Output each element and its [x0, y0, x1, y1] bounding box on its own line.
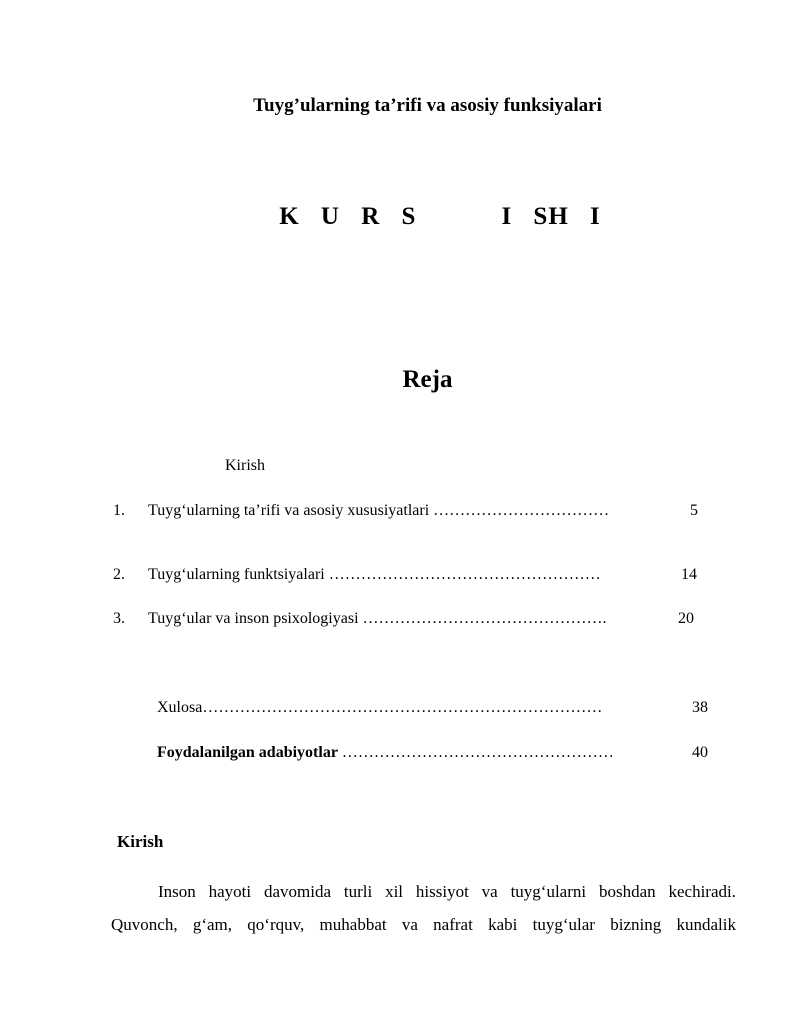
- toc-item-1-page: 5: [690, 502, 698, 519]
- intro-line-2: Quvonch, g‘am, qo‘rquv, muhabbat va nafrat kabi tuyg‘ular bizning kundalik: [111, 915, 736, 934]
- toc-item-1-title: Tuyg‘ularning ta’rifi va asosiy xususiyatlari: [148, 502, 430, 519]
- intro-heading: Kirish: [117, 832, 164, 851]
- work-type-title: K U R S I SH I: [279, 203, 601, 230]
- toc-item-1-leader: ……………………………: [433, 502, 610, 519]
- toc-references-page: 40: [692, 744, 708, 761]
- toc-item-3-page: 20: [678, 610, 694, 627]
- toc-references-leader: ……………………………………………: [341, 744, 614, 761]
- intro-paragraph: [111, 875, 736, 941]
- topic-title: Tuyg’ularning ta’rifi va asosiy funksiyalari: [253, 95, 602, 116]
- toc-item-1-number: 1.: [113, 502, 125, 519]
- toc-item-2-page: 14: [681, 566, 697, 583]
- toc-intro: Kirish: [225, 457, 265, 474]
- toc-item-2-leader: ……………………………………………: [328, 566, 601, 583]
- toc-conclusion-title: Xulosa: [157, 699, 203, 716]
- intro-line-1: Inson hayoti davomida turli xil hissiyot va tuyg‘ularni boshdan kechiradi.: [158, 882, 736, 901]
- plan-title: Reja: [402, 366, 453, 393]
- toc-conclusion: [157, 699, 602, 717]
- toc-item-3-title: Tuyg‘ular va inson psixologiyasi: [148, 610, 359, 627]
- toc-references: [157, 744, 614, 762]
- toc-item-3-leader: ……………………………………….: [362, 610, 607, 627]
- toc-item-1: [148, 502, 609, 520]
- toc-item-2-number: 2.: [113, 566, 125, 583]
- toc-item-2: [148, 566, 601, 584]
- toc-conclusion-page: 38: [692, 699, 708, 716]
- toc-item-3-number: 3.: [113, 610, 125, 627]
- toc-conclusion-leader: …………………………………………………………………: [202, 699, 603, 716]
- toc-item-3: [148, 610, 607, 628]
- toc-item-2-title: Tuyg‘ularning funktsiyalari: [148, 566, 325, 583]
- toc-references-title: Foydalanilgan adabiyotlar: [157, 744, 338, 761]
